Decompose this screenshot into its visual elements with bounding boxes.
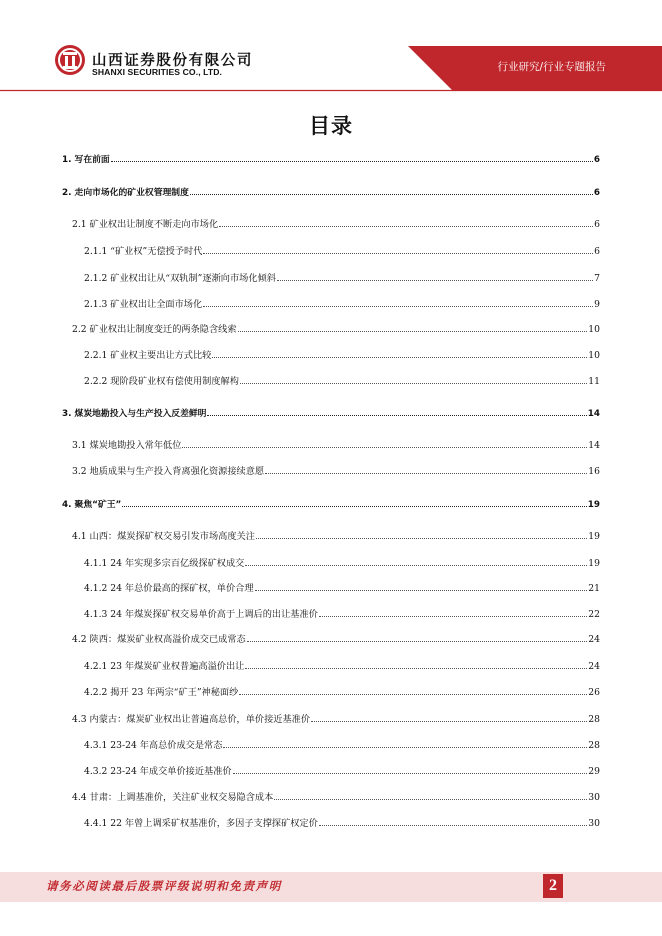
toc-entry-page: 21 [588,583,600,594]
toc-entry-page: 19 [588,558,600,569]
toc-entry-label: 4.2.1 23 年煤炭矿业权普遍高溢价出让 [84,661,245,672]
toc-entry-page: 29 [588,766,600,777]
page-header [0,0,662,92]
toc-entry-label: 3.2 地质成果与生产投入背离强化资源接续意愿 [72,466,265,477]
toc-leader-dots [207,407,586,416]
company-logo-icon [54,44,86,76]
toc-entry-2-1-1[interactable] [84,245,600,257]
toc-entry-page: 14 [588,440,600,451]
toc-entry-page: 22 [588,609,600,620]
toc-entry-4-4-1[interactable] [84,817,600,829]
toc-entry-4-1-3[interactable] [84,608,600,620]
company-name-en: SHANXI SECURITIES CO., LTD. [92,67,223,77]
toc-entry-label: 3.1 煤炭地勘投入常年低位 [72,440,182,451]
toc-leader-dots [245,557,587,566]
toc-entry-page: 9 [594,299,600,310]
toc-title: 目录 [309,114,353,138]
disclaimer-notice: 请务必阅读最后股票评级说明和免责声明 [46,879,282,893]
toc-entry-label: 4.1.1 24 年实现多宗百亿级探矿权成交 [84,558,245,569]
toc-entry-label: 2.1 矿业权出让制度不断走向市场化 [72,219,219,230]
toc-entry-label: 4.3.2 23-24 年成交单价接近基准价 [84,766,232,777]
toc-entry-2-2-2[interactable] [84,375,600,387]
toc-entry-page: 11 [588,376,600,387]
toc-leader-dots [255,582,588,591]
toc-entry-page: 24 [588,661,600,672]
toc-leader-dots [212,349,587,358]
toc-leader-dots [240,375,587,384]
toc-leader-dots [274,791,587,800]
toc-entry-2-1-3[interactable] [84,298,600,310]
toc-entry-page: 6 [593,188,600,198]
toc-entry-page: 26 [588,687,600,698]
toc-entry-label: 4.2.2 揭开 23 年两宗“矿王”神秘面纱 [84,687,239,698]
toc-entry-page: 19 [588,531,600,542]
toc-leader-dots [203,245,593,254]
toc-entry-2-1[interactable] [72,218,600,230]
report-type-label: 行业研究/行业专题报告 [497,61,606,73]
toc-leader-dots [319,608,587,617]
toc-entry-4-2-1[interactable] [84,660,600,672]
toc-entry-label: 2.1.1 “矿业权”无偿授予时代 [84,246,203,257]
toc-entry-label: 4.1.3 24 年煤炭探矿权交易单价高于上调后的出让基准价 [84,609,318,620]
toc-leader-dots [239,686,587,695]
toc-entry-page: 6 [594,219,600,230]
toc-entry-label: 4.3.1 23-24 年高总价成交是常态 [84,740,223,751]
toc-leader-dots [203,298,593,307]
toc-leader-dots [247,633,588,642]
toc-entry-label: 4. 聚焦“矿王” [62,500,122,510]
toc-leader-dots [219,218,593,227]
toc-entry-page: 10 [588,324,600,335]
toc-entry-page: 16 [588,466,600,477]
toc-leader-dots [265,465,587,474]
toc-entry-page: 19 [587,500,600,510]
header-red-band [0,0,662,92]
toc-leader-dots [245,660,587,669]
toc-entry-label: 4.1.2 24 年总价最高的探矿权，单价合理 [84,583,254,594]
toc-entry-label: 2.1.3 矿业权出让全面市场化 [84,299,203,310]
toc-entry-4-2[interactable] [72,633,600,645]
toc-entry-4-2-2[interactable] [84,686,600,698]
toc-leader-dots [311,713,587,722]
toc-entry-2-1-2[interactable] [84,272,600,284]
toc-leader-dots [190,186,593,195]
toc-entry-label: 2.2.1 矿业权主要出让方式比较 [84,350,212,361]
toc-leader-dots [277,272,593,281]
toc-leader-dots [122,498,586,507]
toc-leader-dots [319,817,587,826]
toc-entry-4-1[interactable] [72,530,600,542]
toc-entry-4-4[interactable] [72,791,600,803]
toc-entry-label: 2.1.2 矿业权出让从“双轨制”逐渐向市场化倾斜 [84,273,276,284]
toc-entry-label: 2. 走向市场化的矿业权管理制度 [62,188,189,198]
toc-entry-4-3[interactable] [72,713,600,725]
toc-entry-label: 4.4.1 22 年曾上调采矿权基准价，多因子支撑探矿权定价 [84,818,318,829]
toc-entry-page: 10 [588,350,600,361]
toc-entry-4-1-2[interactable] [84,582,600,594]
toc-entry-1[interactable] [62,153,600,165]
toc-entry-page: 28 [588,740,600,751]
toc-entry-label: 4.1 山西：煤炭探矿权交易引发市场高度关注 [72,531,255,542]
toc-entry-4-3-1[interactable] [84,739,600,751]
toc-entry-page: 7 [594,273,600,284]
toc-entry-label: 2.2.2 现阶段矿业权有偿使用制度解构 [84,376,239,387]
toc-entry-4-1-1[interactable] [84,557,600,569]
toc-entry-3-2[interactable] [72,465,600,477]
page-number: 2 [543,874,563,898]
toc-entry-3[interactable] [62,407,600,419]
toc-leader-dots [256,530,587,539]
toc-entry-label: 4.4 甘肃：上调基准价，关注矿业权交易隐含成本 [72,792,274,803]
toc-entry-4[interactable] [62,498,600,510]
toc-leader-dots [233,765,588,774]
toc-entry-label: 3. 煤炭地勘投入与生产投入反差鲜明 [62,409,207,419]
toc-entry-page: 6 [593,155,600,165]
toc-entry-label: 2.2 矿业权出让制度变迁的两条隐含线索 [72,324,237,335]
toc-entry-page: 30 [588,818,600,829]
toc-leader-dots [238,323,588,332]
toc-entry-2[interactable] [62,186,600,198]
toc-leader-dots [111,153,593,162]
toc-entry-page: 14 [587,409,600,419]
toc-entry-label: 4.2 陕西：煤炭矿业权高溢价成交已成常态 [72,634,246,645]
toc-entry-2-2[interactable] [72,323,600,335]
toc-entry-4-3-2[interactable] [84,765,600,777]
toc-entry-3-1[interactable] [72,439,600,451]
company-name-cn: 山西证券股份有限公司 [92,53,253,69]
toc-entry-page: 30 [588,792,600,803]
toc-entry-2-2-1[interactable] [84,349,600,361]
toc-entry-label: 4.3 内蒙古：煤炭矿业权出让普遍高总价，单价接近基准价 [72,714,311,725]
toc-leader-dots [223,739,587,748]
toc-entry-page: 6 [594,246,600,257]
toc-entry-label: 1. 写在前面 [62,155,110,165]
toc-entry-page: 24 [588,634,600,645]
toc-entry-page: 28 [588,714,600,725]
toc-leader-dots [182,439,587,448]
